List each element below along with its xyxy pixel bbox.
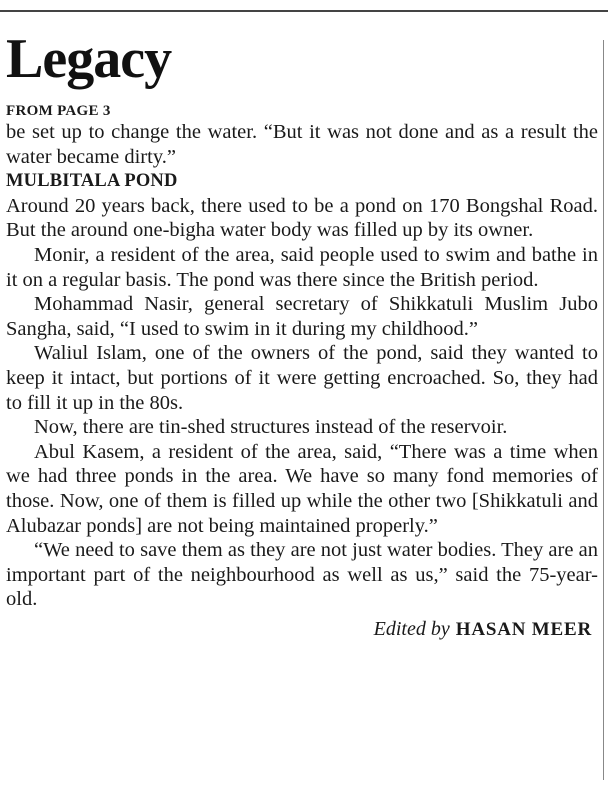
- paragraph: Abul Kasem, a resident of the area, said, “There was a time when we had three ponds in the area. We have so many fond memories of those. Now, one of them is filled up while the other two [Shikkatuli and Alubazar ponds] are not being maintained properly.”: [6, 440, 598, 537]
- paragraph: Monir, a resident of the area, said people used to swim and bathe in it on a regular basis. The pond was there since the British period.: [6, 243, 598, 291]
- article-body: [6, 120, 598, 612]
- top-rule: [0, 10, 608, 12]
- paragraph: Around 20 years back, there used to be a pond on 170 Bongshal Road. But the around one-bigha water body was filled up by its owner.: [6, 194, 598, 242]
- paragraph: Waliul Islam, one of the owners of the pond, said they wanted to keep it intact, but portions of it were getting encroached. So, they had to fill it up in the 80s.: [6, 342, 598, 414]
- jump-line: FROM PAGE 3: [6, 103, 111, 119]
- editor-credit: [6, 616, 598, 643]
- credit-label: Edited by: [373, 617, 450, 640]
- paragraph: “We need to save them as they are not just water bodies. They are an important part of the neighbourhood as well as us,” said the 75-year-old.: [6, 539, 598, 611]
- headline: Legacy: [6, 28, 172, 90]
- paragraph: Now, there are tin-shed structures instead of the reservoir.: [34, 416, 508, 439]
- column-rule: [603, 40, 604, 780]
- paragraph: Mohammad Nasir, general secretary of Shikkatuli Muslim Jubo Sangha, said, “I used to swim in it during my childhood.”: [6, 293, 598, 340]
- credit-name: HASAN MEER: [455, 618, 592, 640]
- article: [6, 28, 598, 643]
- paragraph-continued: be set up to change the water. “But it was not done and as a result the water became dirty.”: [6, 121, 598, 168]
- subhead: MULBITALA POND: [6, 171, 178, 192]
